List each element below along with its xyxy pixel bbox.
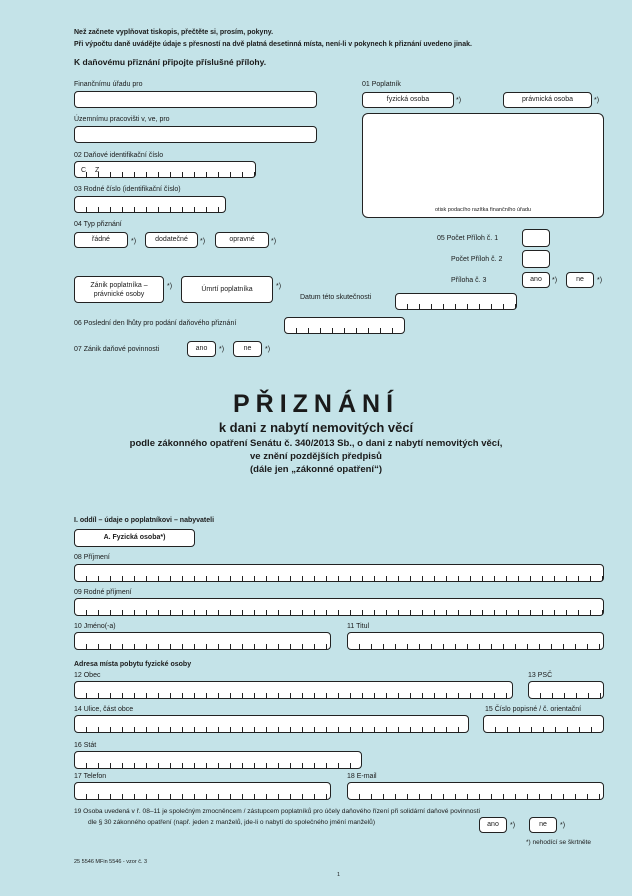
attachments2-count-field[interactable] — [522, 250, 550, 268]
tax-liability-end-no-option[interactable]: ne — [233, 341, 262, 357]
footnote-mark: *) — [552, 277, 558, 284]
form-title: PŘIZNÁNÍ — [232, 390, 400, 418]
title-field[interactable] — [347, 632, 604, 650]
city-label: 12 Obec — [74, 672, 101, 679]
dic-label: 02 Daňové identifikační číslo — [74, 152, 164, 159]
type-additional-option[interactable]: dodatečné — [145, 232, 198, 248]
footnote-mark: *) — [510, 822, 516, 829]
attachment3-no-option[interactable]: ne — [566, 272, 594, 288]
footnote: *) nehodící se škrtněte — [526, 839, 592, 846]
dic-prefix-c: C — [81, 167, 87, 174]
footnote-mark: *) — [200, 238, 206, 245]
attachments2-label: Počet Příloh č. 2 — [451, 256, 503, 263]
birth-surname-label: 09 Rodné příjmení — [74, 589, 132, 596]
instructions-line1: Než začnete vyplňovat tiskopis, přečtěte si, prosím, pokyny. — [74, 29, 274, 36]
natural-person-section-button[interactable]: A. Fyzická osoba*) — [74, 529, 195, 547]
form-code: 25 5546 MFin 5546 - vzor č. 3 — [74, 859, 148, 865]
surname-label: 08 Příjmení — [74, 554, 110, 561]
legal-person-option[interactable]: právnická osoba — [503, 92, 592, 108]
tax-office-label: Finančnímu úřadu pro — [74, 81, 143, 88]
postal-code-field[interactable] — [528, 681, 604, 699]
type-regular-option[interactable]: řádné — [74, 232, 128, 248]
event-date-field[interactable] — [395, 293, 517, 310]
legal-basis-line2: ve znění pozdějších předpisů — [250, 451, 382, 462]
footnote-mark: *) — [276, 283, 282, 290]
phone-field[interactable] — [74, 782, 331, 800]
stamp-caption: otisk podacího razítka finančního úřadu — [434, 207, 531, 213]
natural-person-option[interactable]: fyzická osoba — [362, 92, 454, 108]
taxpayer-death-option[interactable]: Úmrtí poplatníka — [181, 276, 273, 303]
phone-label: 17 Telefon — [74, 773, 107, 780]
stamp-box — [362, 113, 604, 218]
legal-basis-line1: podle zákonného opatření Senátu č. 340/2013 Sb., o dani z nabytí nemovitých věcí, — [129, 438, 503, 449]
street-label: 14 Ulice, část obce — [74, 706, 134, 713]
deadline-date-field[interactable] — [284, 317, 405, 334]
surname-field[interactable] — [74, 564, 604, 582]
footnote-mark: *) — [456, 97, 462, 104]
birth-number-field[interactable] — [74, 196, 226, 213]
birth-number-label: 03 Rodné číslo (identifikační číslo) — [74, 186, 181, 193]
type-corrective-option[interactable]: opravné — [215, 232, 269, 248]
footnote-mark: *) — [219, 346, 225, 353]
attachment3-yes-option[interactable]: ano — [522, 272, 550, 288]
house-number-label: 15 Číslo popisné / č. orientační — [485, 706, 582, 713]
postal-code-label: 13 PSČ — [528, 672, 553, 679]
instructions-line2: Při výpočtu daně uvádějte údaje s přesností na dvě platná desetinná místa, není-li v pokynech k přiznání uvedeno jinak. — [74, 41, 472, 48]
taxpayer-label: 01 Poplatník — [362, 81, 401, 88]
representative-yes-option[interactable]: ano — [479, 817, 507, 833]
house-number-field[interactable] — [483, 715, 604, 733]
page-number: 1 — [337, 872, 341, 878]
street-field[interactable] — [74, 715, 469, 733]
representative-note-line2: dle § 30 zákonného opatření (např. jeden z manželů, jde-li o nabytí do společného jmění manželů) — [88, 819, 376, 826]
first-name-field[interactable] — [74, 632, 331, 650]
representative-no-option[interactable]: ne — [529, 817, 557, 833]
tax-liability-end-label: 07 Zánik daňové povinnosti — [74, 346, 160, 353]
first-name-label: 10 Jméno(-a) — [74, 623, 116, 630]
footnote-mark: *) — [265, 346, 271, 353]
footnote-mark: *) — [167, 283, 173, 290]
footnote-mark: *) — [271, 238, 277, 245]
footnote-mark: *) — [594, 97, 600, 104]
dic-prefix-z: Z — [95, 167, 100, 174]
birth-surname-field[interactable] — [74, 598, 604, 616]
section1-heading: I. oddíl – údaje o poplatníkovi – nabyvateli — [74, 517, 215, 524]
deadline-label: 06 Poslední den lhůty pro podání daňového přiznání — [74, 320, 237, 327]
country-label: 16 Stát — [74, 742, 97, 749]
event-date-label: Datum této skutečnosti — [300, 294, 372, 301]
email-label: 18 E-mail — [347, 773, 377, 780]
footnote-mark: *) — [131, 238, 137, 245]
title-label: 11 Titul — [347, 623, 370, 630]
dissolution-legal-entity-option[interactable]: Zánik poplatníka – právnické osoby — [74, 276, 164, 303]
attachments-note: K daňovému přiznání připojte příslušné přílohy. — [74, 57, 267, 67]
city-field[interactable] — [74, 681, 513, 699]
footnote-mark: *) — [597, 277, 603, 284]
return-type-label: 04 Typ přiznání — [74, 221, 122, 228]
legal-basis-line3: (dále jen „zákonné opatření“) — [250, 464, 382, 475]
address-heading: Adresa místa pobytu fyzické osoby — [74, 661, 192, 668]
representative-note-line1: 19 Osoba uvedená v ř. 08–11 je společným zmocněncem / zástupcem poplatníků pro účely daňového řízení při solidární daňové povinnosti — [74, 808, 480, 815]
branch-field[interactable] — [74, 126, 317, 143]
email-field[interactable] — [347, 782, 604, 800]
tax-office-field[interactable] — [74, 91, 317, 108]
branch-label: Územnímu pracovišti v, ve, pro — [74, 116, 170, 123]
attachment3-label: Příloha č. 3 — [451, 277, 487, 284]
dic-field[interactable] — [74, 161, 256, 178]
footnote-mark: *) — [560, 822, 566, 829]
attachments1-count-field[interactable] — [522, 229, 550, 247]
tax-liability-end-yes-option[interactable]: ano — [187, 341, 216, 357]
attachments1-label: 05 Počet Příloh č. 1 — [437, 235, 499, 242]
form-subtitle: k dani z nabytí nemovitých věcí — [218, 420, 414, 435]
country-field[interactable] — [74, 751, 362, 769]
